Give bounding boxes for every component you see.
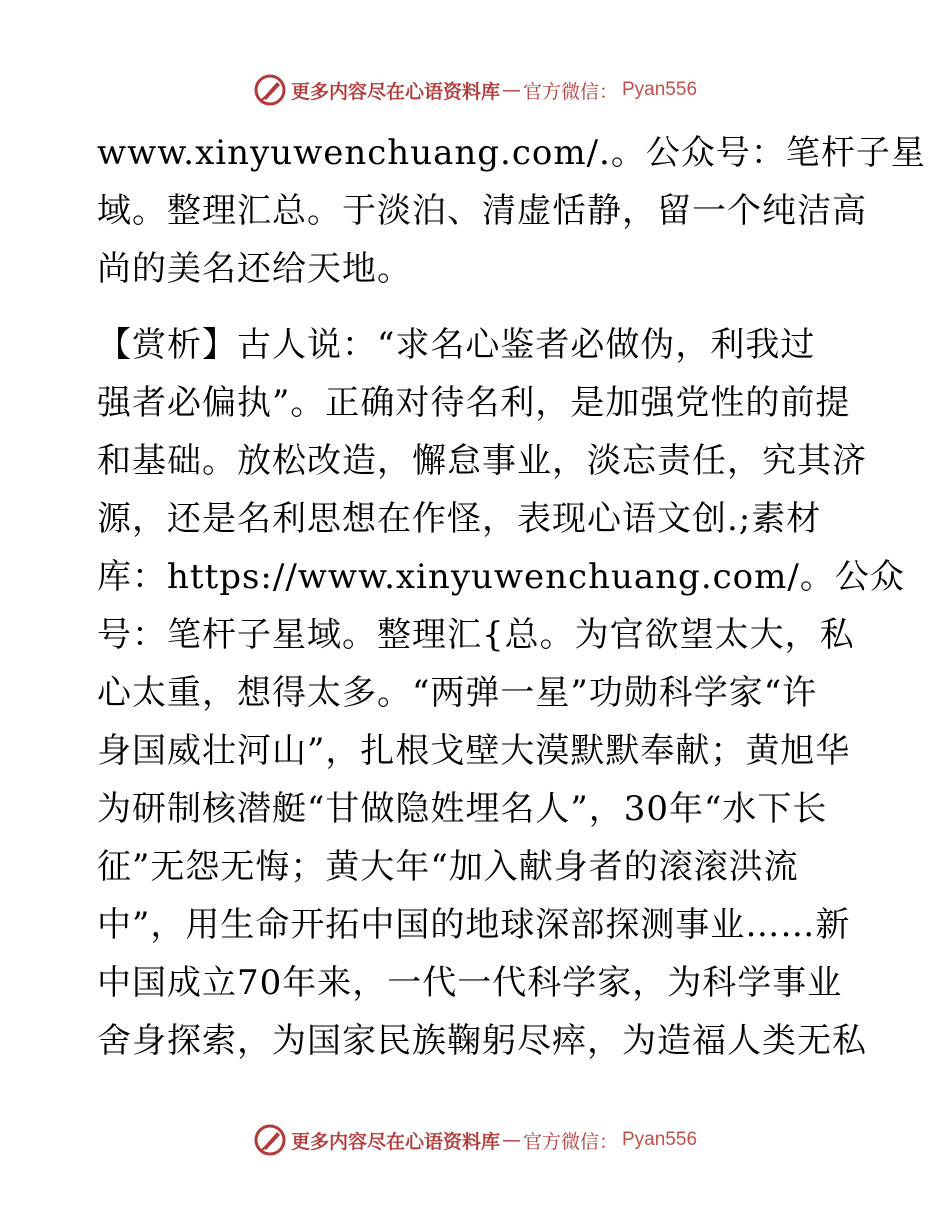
text-line: 库：https://www.xinyuwenchuang.com/。公众: [97, 557, 905, 597]
banner-main-text: 更多内容尽在心语资料库: [290, 1130, 500, 1153]
text-line: 源，还是名利思想在作怪，表现心语文创.;素材: [97, 499, 822, 539]
quill-logo-icon: [253, 1123, 287, 1157]
text-line: 身国威壮河山”，扎根戈壁大漠默默奉献；黄旭华: [97, 731, 851, 771]
document-body: [97, 124, 926, 1070]
text-line: 征”无怨无悔；黄大年“加入献身者的滚滚洪流: [97, 847, 799, 887]
text-line: 心太重，想得太多。“两弹一星”功勋科学家“许: [97, 673, 818, 713]
text-line: www.xinyuwenchuang.com/.。公众号：笔杆子星: [97, 133, 926, 173]
text-line: 中国成立70年来，一代一代科学家，为科学事业: [97, 963, 843, 1003]
text-line: 域。整理汇总。于淡泊、清虚恬静，留一个纯洁高: [97, 191, 867, 231]
banner-dash: —: [501, 79, 521, 101]
banner-wechat-id: Pyan556: [622, 1129, 698, 1150]
paragraph-2: [97, 316, 905, 1070]
banner-main-text: 更多内容尽在心语资料库: [290, 80, 500, 103]
banner-wechat-id: Pyan556: [622, 79, 698, 100]
text-line: 和基础。放松改造，懈怠事业，淡忘责任，究其济: [97, 441, 867, 481]
banner-wechat-label: 官方微信：: [522, 1130, 618, 1153]
text-line: 中”，用生命开拓中国的地球深部探测事业……新: [97, 905, 851, 945]
paragraph-1: [97, 124, 926, 298]
text-line: 舍身探索，为国家民族鞠躬尽瘁，为造福人类无私: [97, 1021, 867, 1061]
page-header-banner: [0, 70, 950, 110]
text-line: 号：笔杆子星域。整理汇{总。为官欲望太大，私: [97, 615, 855, 655]
banner-dash: —: [501, 1129, 521, 1151]
text-line: 为研制核潜艇“甘做隐姓埋名人”，30年“水下长: [97, 789, 828, 829]
banner-wechat-label: 官方微信：: [522, 80, 618, 103]
text-line: 【赏析】古人说：“求名心鉴者必做伪，利我过: [97, 325, 816, 365]
page-footer-banner: [0, 1120, 950, 1160]
quill-logo-icon: [253, 73, 287, 107]
text-line: 强者必偏执”。正确对待名利，是加强党性的前提: [97, 383, 851, 423]
text-line: 尚的美名还给天地。: [97, 249, 412, 289]
